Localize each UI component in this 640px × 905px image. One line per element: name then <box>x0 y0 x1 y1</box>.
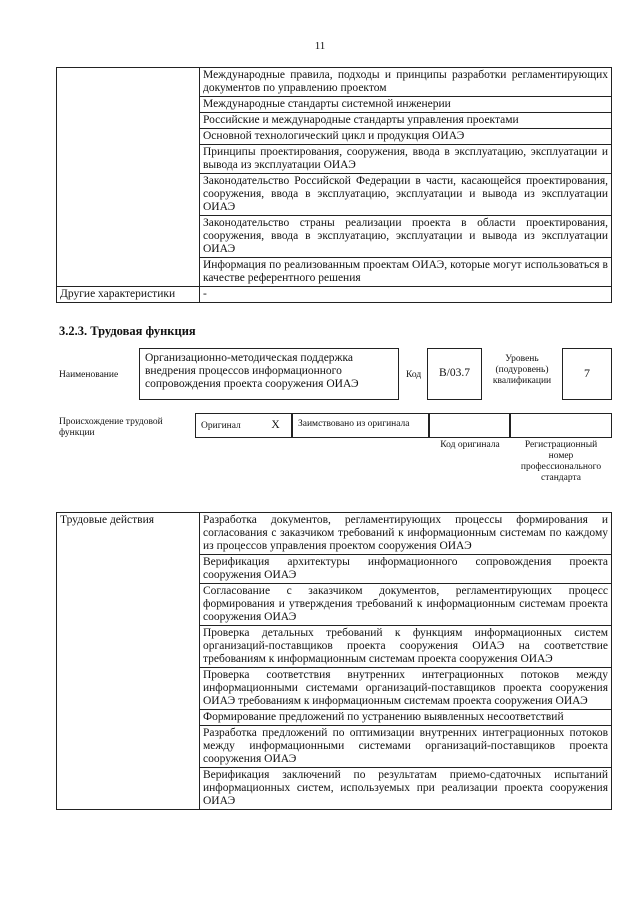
table-cell: Формирование предложений по устранению выявленных несоответствий <box>200 710 612 726</box>
table-cell: Международные правила, подходы и принципы разработки регламентирующих документов по управлению проектом <box>200 68 612 97</box>
reg-number-caption: Регистрационный номер профессионального стандарта <box>520 440 602 483</box>
code-value-box: B/03.7 <box>427 348 482 400</box>
original-code-cell <box>429 413 510 438</box>
level-label: Уровень (подуровень) квалификации <box>492 354 552 386</box>
function-name-box: Организационно-методическая поддержка внедрения процессов информационного сопровождения проекта сооружения ОИАЭ <box>139 348 399 400</box>
table-cell: Верификация архитектуры информационного сопровождения проекта сооружения ОИАЭ <box>200 555 612 584</box>
table-cell: Международные стандарты системной инженерии <box>200 97 612 113</box>
section-title: 3.2.3. Трудовая функция <box>59 324 196 338</box>
reg-number-cell <box>510 413 612 438</box>
origin-label: Происхождение трудовой функции <box>59 417 163 438</box>
table-row <box>57 513 612 555</box>
labor-actions-table <box>56 512 612 810</box>
labor-actions-label: Трудовые действия <box>57 513 200 810</box>
table-cell: Разработка документов, регламентирующих процессы формирования и согласования с заказчиком требований к информационным системам по каждому из процессов управления проектом сооружения ОИАЭ <box>200 513 612 555</box>
borrowed-cell: Заимствовано из оригинала <box>292 413 429 438</box>
original-mark: X <box>260 413 292 438</box>
table-cell: Законодательство Российской Федерации в части, касающейся проектирования, сооружения, ввода в эксплуатацию, эксплуатации и вывода из эксплуатации ОИАЭ <box>200 174 612 216</box>
table-cell: Разработка предложений по оптимизации внутренних интеграционных потоков между информационными системами организаций-поставщиков проекта сооружения ОИАЭ <box>200 726 612 768</box>
original-code-caption: Код оригинала <box>440 440 500 450</box>
knowledge-table <box>56 67 612 303</box>
table-cell: Основной технологический цикл и продукция ОИАЭ <box>200 129 612 145</box>
table-cell: Российские и международные стандарты управления проектами <box>200 113 612 129</box>
table-cell: Принципы проектирования, сооружения, ввода в эксплуатацию, эксплуатации и вывода из эксплуатации ОИАЭ <box>200 145 612 174</box>
table-cell: Проверка соответствия внутренних интеграционных потоков между информационными системами организаций-поставщиков проекта сооружения ОИАЭ требованиям к информационным системам проекта сооружения ОИАЭ <box>200 668 612 710</box>
table-row <box>57 68 612 97</box>
other-characteristics-label: Другие характеристики <box>57 287 200 303</box>
code-label: Код <box>406 370 422 380</box>
table-cell: Согласование с заказчиком документов, регламентирующих процесс формирования и утверждения требований к информационным системам проекта сооружения ОИАЭ <box>200 584 612 626</box>
name-label: Наименование <box>59 370 119 380</box>
table-cell: Информация по реализованным проектам ОИАЭ, которые могут использоваться в качестве референтного решения <box>200 258 612 287</box>
table-cell: Законодательство страны реализации проекта в области проектирования, сооружения, ввода в эксплуатацию, эксплуатации и вывода из эксплуатации ОИАЭ <box>200 216 612 258</box>
other-characteristics-value: - <box>200 287 612 303</box>
original-cell: Оригинал <box>195 413 260 438</box>
level-value-box: 7 <box>562 348 612 400</box>
table-cell: Верификация заключений по результатам приемо-сдаточных испытаний информационных систем, используемых при реализации проекта сооружения ОИАЭ <box>200 768 612 810</box>
page-number: 11 <box>314 40 326 52</box>
table-cell-empty <box>57 68 200 287</box>
table-cell: Проверка детальных требований к функциям информационных систем организаций-поставщиков проекта сооружения ОИАЭ на соответствие требованиям к информационным системам проекта сооружения ОИАЭ <box>200 626 612 668</box>
table-row <box>57 287 612 303</box>
